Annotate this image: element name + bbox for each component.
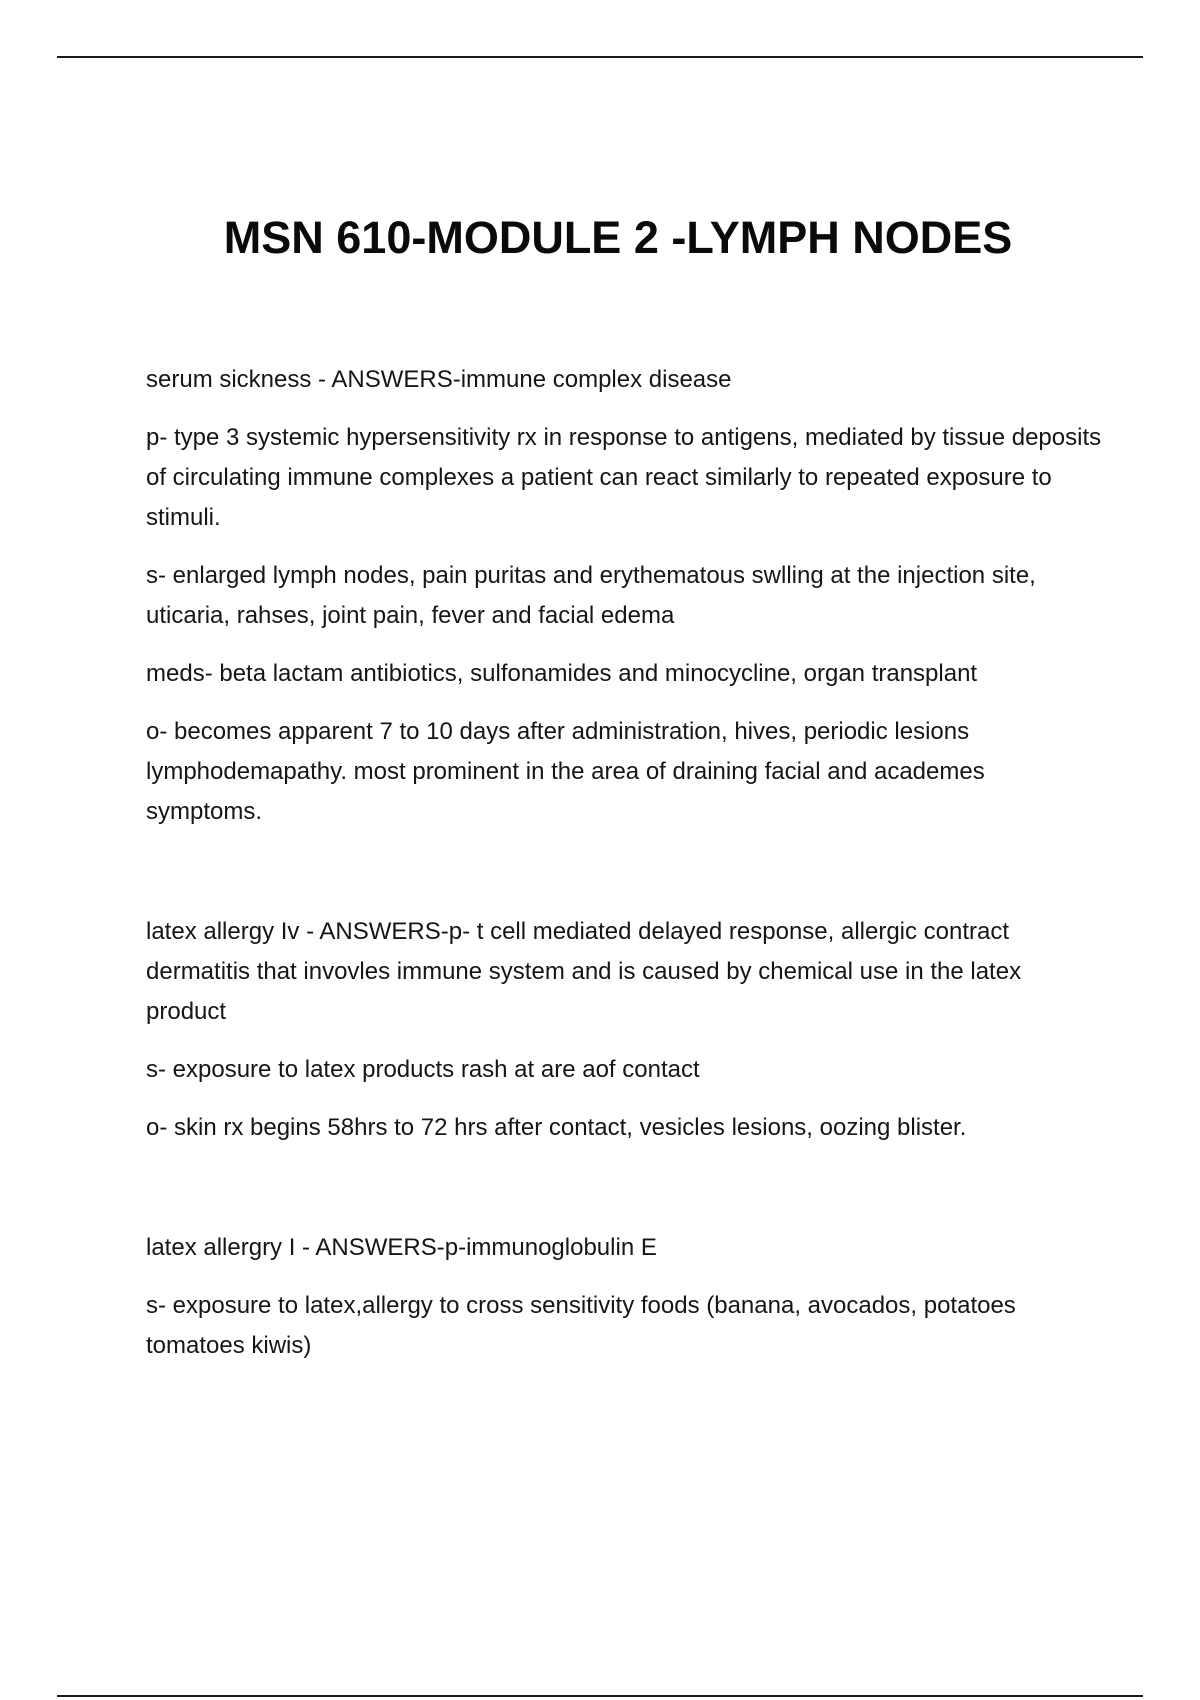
entry-meds: meds- beta lactam antibiotics, sulfonamides and minocycline, organ transplant (146, 660, 978, 687)
entry-question: latex allergy Iv - ANSWERS-p- t cell mediated delayed response, allergic contract dermatitis that invovles immune system and is caused by chemical use in the latex product (146, 918, 1022, 1025)
entry-latex-allergy-iv (146, 912, 1106, 1148)
entry-serum-sickness (146, 360, 1106, 832)
entry-latex-allergy-i (146, 1228, 1106, 1366)
entry-spacer (146, 1166, 1106, 1228)
document-body (146, 360, 1106, 1384)
top-rule (57, 56, 1143, 58)
entry-objective: o- becomes apparent 7 to 10 days after administration, hives, periodic lesions lymphodemapathy. most prominent in the area of draining facial and academes symptoms. (146, 718, 985, 825)
entry-subjective: s- exposure to latex,allergy to cross sensitivity foods (banana, avocados, potatoes tomatoes kiwis) (146, 1292, 1016, 1359)
document-title: MSN 610-MODULE 2 -LYMPH NODES (223, 212, 1013, 263)
entry-question: serum sickness - ANSWERS-immune complex disease (146, 366, 732, 393)
entry-subjective: s- enlarged lymph nodes, pain puritas and erythematous swlling at the injection site, uticaria, rahses, joint pain, fever and facial edema (146, 562, 1036, 629)
entry-question: latex allergry I - ANSWERS-p-immunoglobulin E (146, 1234, 657, 1261)
bottom-rule (57, 1695, 1143, 1697)
entry-pathophysiology: p- type 3 systemic hypersensitivity rx in response to antigens, mediated by tissue deposits of circulating immune complexes a patient can react similarly to repeated exposure to stimuli. (146, 424, 1102, 531)
entry-subjective: s- exposure to latex products rash at are aof contact (146, 1056, 700, 1083)
entry-objective: o- skin rx begins 58hrs to 72 hrs after contact, vesicles lesions, oozing blister. (146, 1114, 967, 1141)
entry-spacer (146, 850, 1106, 912)
